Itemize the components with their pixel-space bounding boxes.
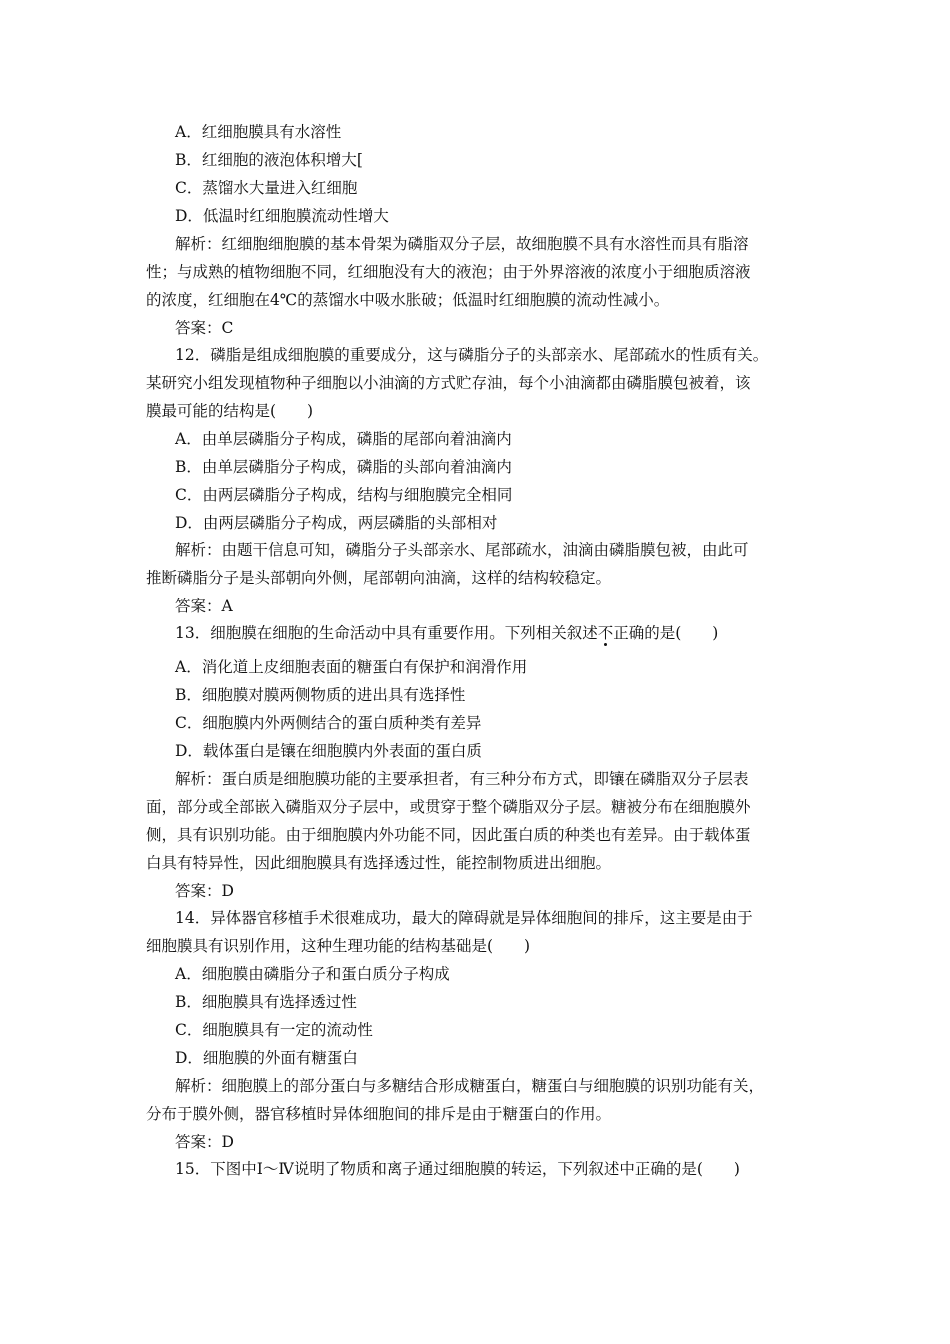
q12-option-c: C．由两层磷脂分子构成，结构与细胞膜完全相同	[175, 486, 513, 504]
q13-option-c: C．细胞膜内外两侧结合的蛋白质种类有差异	[175, 714, 482, 732]
q14-answer: 答案：D	[175, 1133, 234, 1151]
q13-stem-before: 13．细胞膜在细胞的生命活动中具有重要作用。下列相关叙述	[175, 624, 598, 642]
q12-analysis-line: 解析：由题干信息可知，磷脂分子头部亲水、尾部疏水，油滴由磷脂膜包被，由此可	[175, 541, 749, 559]
q12-stem-line: 膜最可能的结构是( )	[146, 402, 314, 420]
q12-stem-line: 12．磷脂是组成细胞膜的重要成分，这与磷脂分子的头部亲水、尾部疏水的性质有关。	[175, 346, 769, 364]
q14-option-d: D．细胞膜的外面有糖蛋白	[175, 1049, 358, 1067]
q12-answer: 答案：A	[175, 597, 233, 615]
q15-stem: 15．下图中Ⅰ～Ⅳ说明了物质和离子通过细胞膜的转运，下列叙述中正确的是( )	[175, 1160, 740, 1178]
q11-option-a: A．红细胞膜具有水溶性	[175, 123, 342, 141]
q13-option-d: D．载体蛋白是镶在细胞膜内外表面的蛋白质	[175, 742, 482, 760]
q14-stem-line: 14．异体器官移植手术很难成功，最大的障碍就是异体细胞间的排斥，这主要是由于	[175, 909, 753, 927]
q14-option-a: A．细胞膜由磷脂分子和蛋白质分子构成	[175, 965, 450, 983]
q13-analysis-line: 侧，具有识别功能。由于细胞膜内外功能不同，因此蛋白质的种类也有差异。由于载体蛋	[146, 826, 751, 844]
q13-analysis-line: 面，部分或全部嵌入磷脂双分子层中，或贯穿于整个磷脂双分子层。糖被分布在细胞膜外	[146, 798, 751, 816]
q11-answer: 答案：C	[175, 319, 234, 337]
q13-analysis-line: 解析：蛋白质是细胞膜功能的主要承担者，有三种分布方式，即镶在磷脂双分子层表	[175, 770, 749, 788]
q14-option-b: B．细胞膜具有选择透过性	[175, 993, 357, 1011]
q11-option-b: B．红细胞的液泡体积增大[	[175, 151, 363, 169]
q12-analysis-line: 推断磷脂分子是头部朝向外侧，尾部朝向油滴，这样的结构较稳定。	[146, 569, 612, 587]
q13-analysis-line: 白具有特异性，因此细胞膜具有选择透过性，能控制物质进出细胞。	[146, 854, 612, 872]
q13-answer: 答案：D	[175, 882, 234, 900]
q13-emphasis-char: 不	[597, 624, 614, 642]
q13-option-b: B．细胞膜对膜两侧物质的进出具有选择性	[175, 686, 466, 704]
q12-option-d: D．由两层磷脂分子构成，两层磷脂的头部相对	[175, 514, 498, 532]
q13-option-a: A．消化道上皮细胞表面的糖蛋白有保护和润滑作用	[175, 658, 528, 676]
q14-analysis-line: 分布于膜外侧，器官移植时异体细胞间的排斥是由于糖蛋白的作用。	[146, 1105, 612, 1123]
q12-option-a: A．由单层磷脂分子构成，磷脂的尾部向着油滴内	[175, 430, 512, 448]
q14-option-c: C．细胞膜具有一定的流动性	[175, 1021, 373, 1039]
q14-stem-line: 细胞膜具有识别作用，这种生理功能的结构基础是( )	[146, 937, 531, 955]
q13-stem	[175, 623, 718, 643]
q11-analysis-line: 的浓度，红细胞在4℃的蒸馏水中吸水胀破；低温时红细胞膜的流动性减小。	[146, 291, 670, 309]
q14-analysis-line: 解析：细胞膜上的部分蛋白与多糖结合形成糖蛋白，糖蛋白与细胞膜的识别功能有关，	[175, 1077, 765, 1095]
q12-stem-line: 某研究小组发现植物种子细胞以小油滴的方式贮存油，每个小油滴都由磷脂膜包被着，该	[146, 374, 751, 392]
q12-option-b: B．由单层磷脂分子构成，磷脂的头部向着油滴内	[175, 458, 512, 476]
q13-stem-after: 正确的是( )	[613, 624, 719, 642]
q11-option-c: C．蒸馏水大量进入红细胞	[175, 179, 358, 197]
q11-analysis-line: 性；与成熟的植物细胞不同，红细胞没有大的液泡；由于外界溶液的浓度小于细胞质溶液	[146, 263, 751, 281]
q11-option-d: D．低温时红细胞膜流动性增大	[175, 207, 389, 225]
q11-analysis-line: 解析：红细胞细胞膜的基本骨架为磷脂双分子层，故细胞膜不具有水溶性而具有脂溶	[175, 235, 749, 253]
